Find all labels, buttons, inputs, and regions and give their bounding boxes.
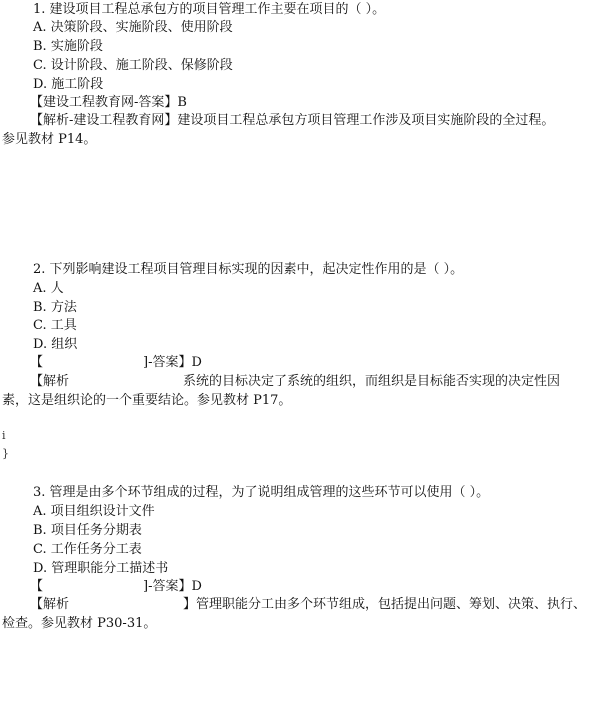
question-2-option-c: C. 工具 xyxy=(33,318,77,333)
answer-prefix: 【 xyxy=(30,579,44,594)
margin-mark: } xyxy=(2,447,9,460)
question-1-option-a: A. 决策阶段、实施阶段、使用阶段 xyxy=(33,20,233,35)
question-2-option-a: A. 人 xyxy=(33,281,64,296)
question-2-explanation xyxy=(30,373,560,391)
question-2-answer xyxy=(30,354,202,372)
question-2-explanation-cont: 素，这是组织论的一个重要结论。参见教材 P17。 xyxy=(2,393,292,408)
question-1-explanation: 【解析-建设工程教育网】建设项目工程总承包方项目管理工作涉及项目实施阶段的全过程。 xyxy=(30,113,555,128)
question-1-stem: 1. 建设项目工程总承包方的项目管理工作主要在项目的（ ）。 xyxy=(33,2,386,17)
question-3-stem: 3. 管理是由多个环节组成的过程，为了说明组成管理的这些环节可以使用（ ）。 xyxy=(33,485,490,500)
answer-suffix: ]-答案】D xyxy=(143,579,202,594)
question-2-stem: 2. 下列影响建设工程项目管理目标实现的因素中，起决定性作用的是（ ）。 xyxy=(33,262,464,277)
answer-prefix: 【 xyxy=(30,355,44,370)
question-3-explanation-cont: 检查。参见教材 P30-31。 xyxy=(2,616,157,631)
question-1-answer: 【建设工程教育网-答案】B xyxy=(30,95,187,110)
question-2-option-b: B. 方法 xyxy=(33,300,77,315)
explanation-prefix: 【解析 xyxy=(30,374,70,389)
explanation-prefix: 【解析 xyxy=(30,597,70,612)
margin-mark: i xyxy=(2,429,6,442)
question-2-option-d: D. 组织 xyxy=(33,337,78,352)
question-1-option-d: D. 施工阶段 xyxy=(33,77,104,92)
question-3-answer xyxy=(30,578,202,596)
answer-suffix: ]-答案】D xyxy=(143,355,202,370)
explanation-text: 】管理职能分工由多个环节组成，包括提出问题、筹划、决策、执行、 xyxy=(183,597,587,612)
explanation-text: 系统的目标决定了系统的组织，而组织是目标能否实现的决定性因 xyxy=(183,374,561,389)
question-1-option-c: C. 设计阶段、施工阶段、保修阶段 xyxy=(33,58,233,73)
question-3-option-a: A. 项目组织设计文件 xyxy=(33,504,155,519)
question-1-option-b: B. 实施阶段 xyxy=(33,39,103,54)
question-3-option-b: B. 项目任务分期表 xyxy=(33,523,142,538)
question-3-option-c: C. 工作任务分工表 xyxy=(33,542,142,557)
question-3-explanation xyxy=(30,596,586,614)
question-3-option-d: D. 管理职能分工描述书 xyxy=(33,561,169,576)
question-1-explanation-cont: 参见教材 P14。 xyxy=(2,132,97,147)
